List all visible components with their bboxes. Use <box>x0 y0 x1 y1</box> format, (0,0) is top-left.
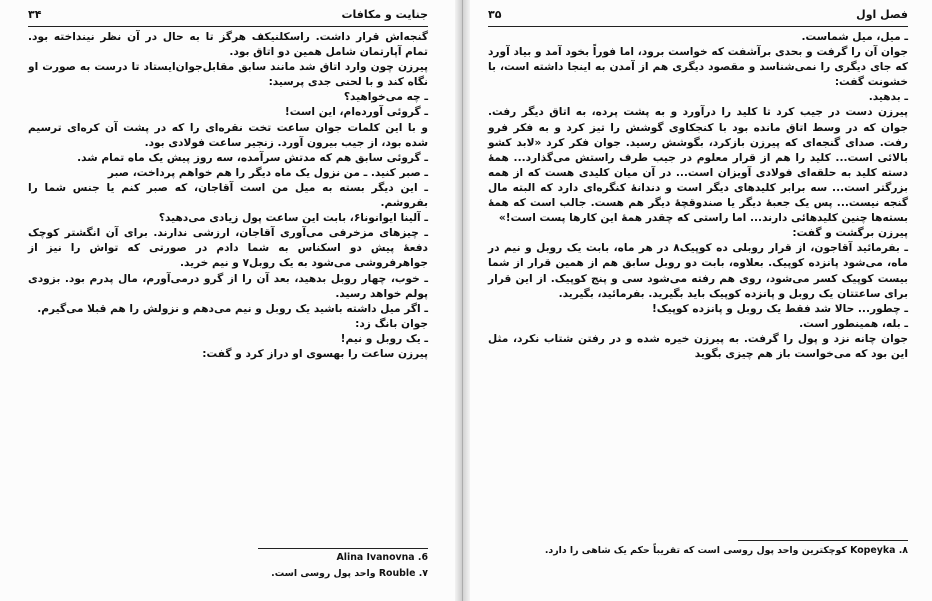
footnote: ۷. Rouble واحد پول روسی است. <box>271 567 428 579</box>
footnote: ۸. Kopeyka کوچکترین واحد پول روسی است که تقریباً حکم یک شاهی را دارد. <box>544 545 908 556</box>
paragraph: پیرزن برگشت و گفت: <box>792 227 908 240</box>
paragraph: پیرزن چون وارد اتاق شد مانند سابق مقابل‌جوان‌ایستاد تا درست به صورت او نگاه کند و با لحنی جدی پرسید: <box>28 61 428 89</box>
paragraph: ـ اگر میل داشته باشید یک روبل و نیم می‌دهم و نزولش را هم قبلا می‌گیرم. <box>37 302 428 315</box>
paragraph: پیرزن ساعت را بهسوی او دراز کرد و گفت: <box>202 347 428 360</box>
paragraph: ـ یک روبل و نیم! <box>340 332 428 345</box>
left-page <box>0 0 455 601</box>
page-number: ۳۵ <box>488 8 502 21</box>
header-rule <box>28 26 428 27</box>
paragraph: ـ بله، همینطور است. <box>799 317 908 330</box>
paragraph: جوان بانگ زد: <box>355 317 428 330</box>
paragraph: ـ بفرمائید آقاجون، از قرار روبلی ده کوپیک۸ در هر ماه، بابت یک روبل و نیم در ماه، می‌شود پانزده کوپیک. بعلاوه، بابت دو روبل سابق هم از همین قرار از شما بیست کوپیک کسر می‌شود، روی هم رفته می‌شود سی و پنج کوپیک. از این قرار برای ساعتتان یک روبل و پانزده کوپیک باید بگیرید. بفرمائید، بگیرید. <box>488 242 908 300</box>
book-gutter <box>455 0 470 601</box>
paragraph: ـ خوب، چهار روبل بدهید، بعد آن را از گرو درمی‌آورم، مال پدرم بود. بزودی پولم خواهد رسید. <box>28 272 428 300</box>
footnote: 6. Alina Ivanovna <box>336 552 428 563</box>
footnote-rule <box>738 540 908 541</box>
page-number: ۳۴ <box>28 8 42 21</box>
paragraph: جوان آن را گرفت و بحدی برآشفت که خواست برود، اما فوراً بخود آمد و بیاد آورد که جای دیگری را نمی‌شناسد و مقصود دیگری هم از آمدن به اینجا داشته است، با خشونت گفت: <box>488 46 908 89</box>
paragraph: ـ چیزهای مزخرفی می‌آوری آقاجان، ارزشی ندارند. برای آن انگشتر کوچک دفعهٔ پیش دو اسکناس به شما دادم در صورتی که تواش را نیز از جواهرفروشی می‌شود به یک روبل۷ و نیم خرید. <box>28 227 428 270</box>
paragraph: ـ بدهید. <box>868 91 908 104</box>
paragraph: و با این کلمات جوان ساعت تخت نقره‌ای را که در پشت آن کره‌ای ترسیم شده بود، از جیب بیرون آورد. زنجیر ساعت فولادی بود. <box>28 121 428 149</box>
paragraph: ـ صبر کنید. ـ من نزول یک ماه دیگر را هم خواهم پرداخت، صبر <box>107 166 428 179</box>
paragraph: ـ گروئی آورده‌ام، این است! <box>284 106 428 119</box>
footnotes <box>488 545 908 561</box>
paragraph: جوان چانه نزد و پول را گرفت. به پیرزن خیره شده و در رفتن شتاب نکرد، مثل این بود که می‌خواست باز هم چیزی بگوید <box>488 332 908 360</box>
paragraph: ـ چه می‌خواهید؟ <box>343 91 428 104</box>
paragraph: ـ میل، میل شماست. <box>801 31 908 43</box>
page-body <box>488 30 908 362</box>
paragraph: گنجه‌اش قرار داشت. راسکلنیکف هرگز تا به حال در آن نظر نینداخته بود. تمام آپارتمان شامل همین دو اتاق بود. <box>28 31 428 59</box>
page-header <box>488 8 908 24</box>
header-rule <box>488 26 908 27</box>
paragraph: ـ آلینا ایوانونا۶، بابت این ساعت پول زیادی می‌دهید؟ <box>158 212 428 225</box>
paragraph: ـ چطور... حالا شد فقط یک روبل و پانزده کوپیک! <box>651 302 908 315</box>
page-body <box>28 30 428 362</box>
paragraph: ـ این دیگر بسته به میل من است آقاجان، که صبر کنم یا جنس شما را بفروشم. <box>28 181 428 210</box>
paragraph: ـ گروئی سابق هم که مدتش سرآمده، سه روز پیش یک ماه تمام شد. <box>77 151 428 164</box>
footnote-rule <box>258 548 428 549</box>
running-title: فصل اول <box>856 8 908 21</box>
running-title: جنایت و مکافات <box>341 8 428 21</box>
footnotes <box>28 552 428 583</box>
paragraph: پیرزن دست در جیب کرد تا کلید را درآورد و به پشت پرده، به اتاق دیگر رفت. جوان که در وسط اتاق مانده بود با کنجکاوی گوشش را تیز کرد و به فکر فرو رفت. صدای گنجه‌ای که پیرزن بازکرد، بگوشش رسید. جوان فکر کرد «لابد کشو بالائی است... کلید را هم از قرار معلوم در جیب طرف راستش می‌گذارد... همهٔ دسته کلید به حلقه‌ای فولادی آویزان است... در آن میان کلیدی هست که از همه بزرگتر است... سه برابر کلیدهای دیگر است و دندانهٔ کنگره‌ای دارد که البته مال گنجه نیست... پس یک جعبهٔ دیگر یا صندوقچهٔ دیگر هم هست. جالب است که همهٔ بسته‌ها چنین کلیدهائی دارند... اما راستی که چقدر همهٔ این کارها پست است!» <box>488 106 908 225</box>
page-header <box>28 8 428 24</box>
right-page <box>470 0 932 601</box>
